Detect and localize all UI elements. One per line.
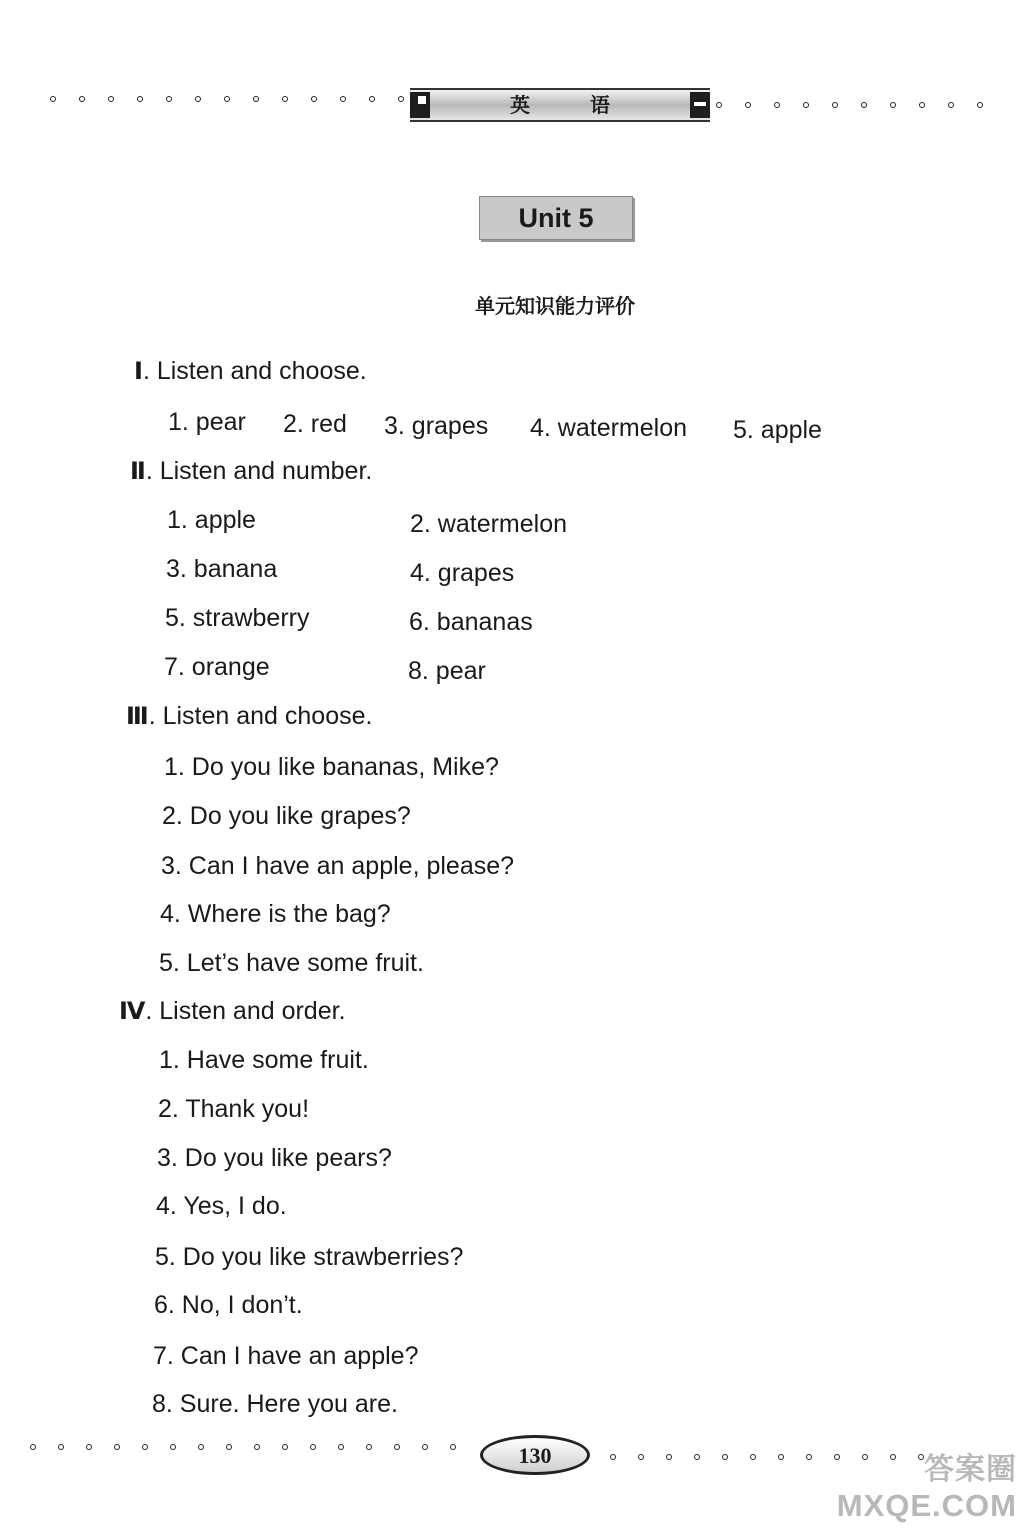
subject-label: 英语 xyxy=(510,93,670,117)
list-item: 5. strawberry xyxy=(165,604,310,632)
list-item: 1. pear xyxy=(168,408,246,436)
list-item: 2. red xyxy=(283,410,347,438)
banner-right-ornament xyxy=(690,92,710,118)
header-dots-right xyxy=(716,102,983,108)
list-item: 2. watermelon xyxy=(410,510,568,538)
list-item: 4. Yes, I do. xyxy=(156,1192,287,1220)
list-item: 5. apple xyxy=(733,416,822,444)
list-item: 4. Where is the bag? xyxy=(160,900,391,928)
list-item: 2. Do you like grapes? xyxy=(162,802,411,830)
subject-banner xyxy=(410,88,710,122)
watermark xyxy=(837,1452,1017,1524)
list-item: 1. apple xyxy=(167,506,256,534)
list-item: 6. bananas xyxy=(409,608,533,636)
list-item: 1. Do you like bananas, Mike? xyxy=(164,753,499,781)
list-item: 8. Sure. Here you are. xyxy=(152,1390,398,1418)
list-item: 3. banana xyxy=(166,555,278,583)
list-item: 4. watermelon xyxy=(530,414,688,442)
list-item: 4. grapes xyxy=(410,559,515,587)
section-heading: Ⅲ. Listen and choose. xyxy=(126,702,373,730)
watermark-text: 答案圈 xyxy=(924,1453,1017,1486)
list-item: 3. grapes xyxy=(384,412,489,440)
section-heading: Ⅳ. Listen and order. xyxy=(119,997,346,1025)
section-heading: Ⅱ. Listen and number. xyxy=(130,457,373,485)
list-item: 5. Do you like strawberries? xyxy=(155,1243,464,1271)
footer-dots-left xyxy=(30,1444,456,1450)
list-item: 5. Let’s have some fruit. xyxy=(159,949,424,977)
section-subtitle: 单元知识能力评价 xyxy=(475,294,635,318)
list-item: 7. orange xyxy=(164,653,270,681)
list-item: 3. Do you like pears? xyxy=(157,1144,392,1172)
list-item: 3. Can I have an apple, please? xyxy=(161,852,515,880)
page-number: 130 xyxy=(480,1435,590,1475)
list-item: 1. Have some fruit. xyxy=(159,1046,369,1074)
section-heading: Ⅰ. Listen and choose. xyxy=(134,357,367,385)
list-item: 7. Can I have an apple? xyxy=(153,1342,419,1370)
watermark-url: MXQE.COM xyxy=(836,1488,1017,1523)
list-item: 6. No, I don’t. xyxy=(154,1291,303,1319)
unit-title: Unit 5 xyxy=(479,196,633,240)
header-dots-left xyxy=(50,96,404,102)
list-item: 2. Thank you! xyxy=(158,1095,310,1123)
list-item: 8. pear xyxy=(408,657,486,685)
